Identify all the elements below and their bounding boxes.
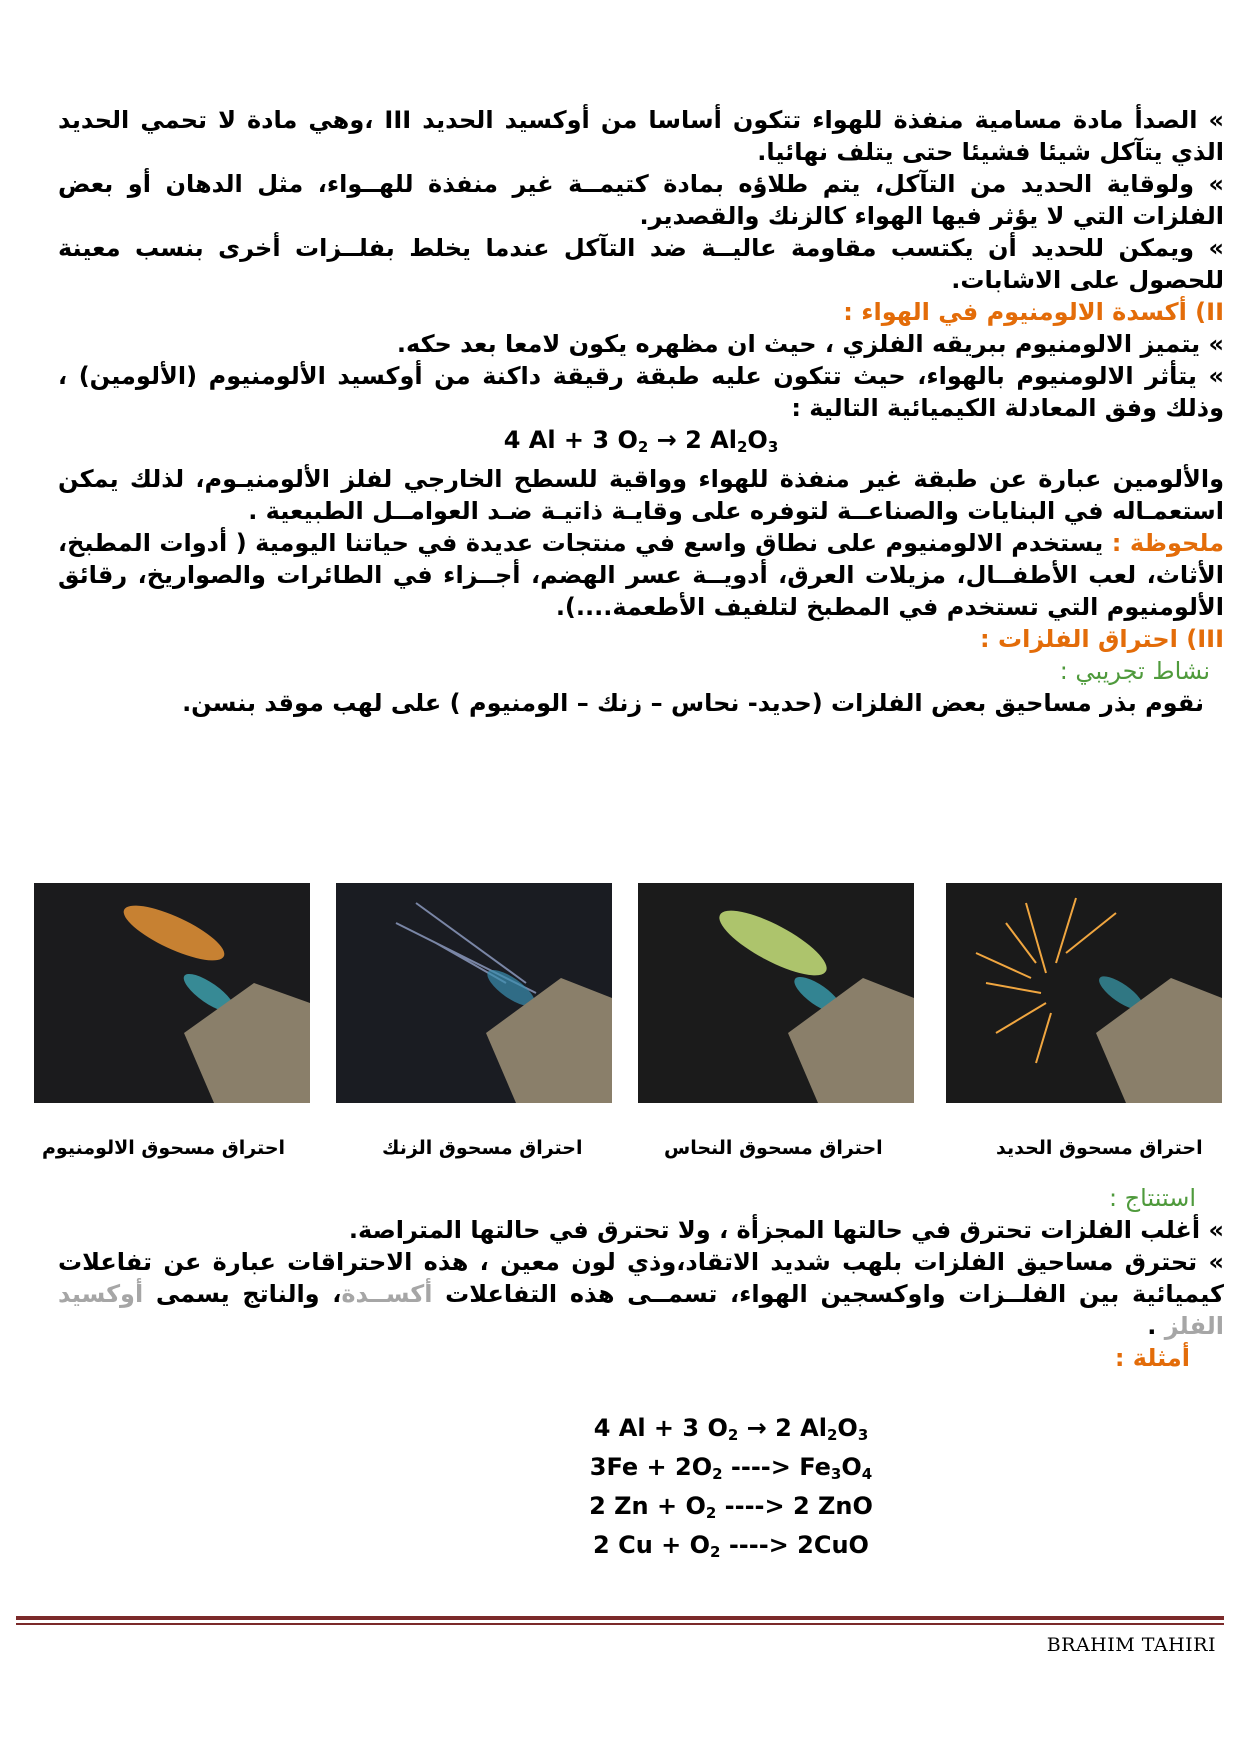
activity-label: نشاط تجريبي :: [1059, 657, 1210, 685]
section3-title: III) احتراق الفلزات :: [980, 625, 1224, 653]
section2-line2: » يتأثر الالومنيوم بالهواء، حيث تتكون عليه طبقة رقيقة داكنة من أوكسيد الألومنيوم (الألومين) ، وذلك وفق المعادلة الكيميائية التالية :: [58, 362, 1224, 422]
copper-combustion-image: [638, 883, 914, 1103]
document-body: [58, 104, 1224, 719]
activity-text: نقوم بذر مساحيق بعض الفلزات (حديد- نحاس – زنك – الومنيوم ) على لهب موقد بنسن.: [182, 689, 1204, 717]
alumina-paragraph: والألومين عبارة عن طبقة غير منفذة للهواء وواقية للسطح الخارجي لفلز الألومنيـوم، لذلك يمكن استعمـاله في البنايات والصناعــة لتوفره على وقايـة ذاتيـة ضـد العوامــل الطبيعية .: [58, 465, 1224, 525]
conclusion-line2: » تحترق مساحيق الفلزات بلهب شديد الاتقاد،وذي لون معين ، هذه الاحتراقات عبارة عن تفاعلات كيميائية بين الفلــزات واوكسجين الهواء، تسمــى هذه التفاعلات أكســدة، والناتج يسمى أوكسيد الفلز .: [58, 1248, 1224, 1340]
note-label: ملحوظة :: [1111, 529, 1224, 557]
protection-paragraph: » ولوقاية الحديد من التآكل، يتم طلاؤه بمادة كتيمــة غير منفذة للهــواء، مثل الدهان أو بعض الفلزات التي لا يؤثر فيها الهواء كالزنك والقصدير.: [58, 170, 1224, 230]
caption-copper: احتراق مسحوق النحاس: [664, 1137, 883, 1159]
example-eq-iron: $3Fe + 2O_2$ ----> $Fe_3O_4$: [589, 1453, 873, 1483]
iron-combustion-image: [946, 883, 1222, 1103]
rust-paragraph: » الصدأ مادة مسامية منفذة للهواء تتكون أساسا من أوكسيد الحديد III ،وهي مادة لا تحمي الحديد الذي يتآكل شيئا فشيئا حتى يتلف نهائيا.: [58, 106, 1224, 166]
alloys-paragraph: » ويمكن للحديد أن يكتسب مقاومة عاليــة ضد التآكل عندما يخلط بفلــزات أخرى بنسب معينة للحصول على الاشابات.: [58, 234, 1224, 294]
caption-iron: احتراق مسحوق الحديد: [996, 1137, 1203, 1159]
aluminium-combustion-image: [34, 883, 310, 1103]
example-eq-zinc: 2 $Zn + O_2$ ----> 2 ZnO: [589, 1492, 873, 1522]
zinc-combustion-image: [336, 883, 612, 1103]
conclusion-block: [58, 1182, 1224, 1568]
note-paragraph: ملحوظة : يستخدم الالومنيوم على نطاق واسع في منتجات عديدة في حياتنا اليومية ( أدوات المطبخ، الأثاث، لعب الأطفــال، مزيلات العرق، أدويــة عسر الهضم، أجــزاء في الطائرات والصواريخ، رقائق الألومنيوم التي تستخدم في المطبخ لتلفيف الأطعمة....).: [58, 529, 1224, 621]
examples-label: أمثلة :: [1114, 1344, 1190, 1372]
example-eq-aluminium: 4 Al + 3 $O_2 \to 2$ $Al_2O_3$: [593, 1414, 869, 1444]
section2-title: II) أكسدة الالومنيوم في الهواء :: [843, 298, 1224, 326]
example-eq-copper: 2 $Cu + O_2$ ----> 2CuO: [593, 1531, 869, 1561]
section2-line1: » يتميز الالومنيوم ببريقه الفلزي ، حيث ان مظهره يكون لامعا بعد حكه.: [396, 330, 1224, 358]
combustion-photos: [34, 883, 1224, 1103]
conclusion-label: استنتاج :: [1108, 1184, 1196, 1212]
footer-divider: [16, 1616, 1224, 1620]
footer-author: BRAHIM TAHIRI: [1046, 1634, 1216, 1656]
caption-aluminium: احتراق مسحوق الالومنيوم: [42, 1137, 286, 1159]
caption-zinc: احتراق مسحوق الزنك: [382, 1137, 583, 1159]
aluminium-oxidation-equation: 4 Al + 3 $O_2 \to 2$ $Al_2O_3$: [503, 426, 779, 456]
oxidation-term: أكســدة: [341, 1280, 433, 1308]
footer-divider-thin: [16, 1623, 1224, 1625]
conclusion-line1: » أغلب الفلزات تحترق في حالتها المجزأة ، ولا تحترق في حالتها المتراصة.: [348, 1216, 1224, 1244]
oxide-term: أوكسيد الفلز: [58, 1280, 1224, 1340]
